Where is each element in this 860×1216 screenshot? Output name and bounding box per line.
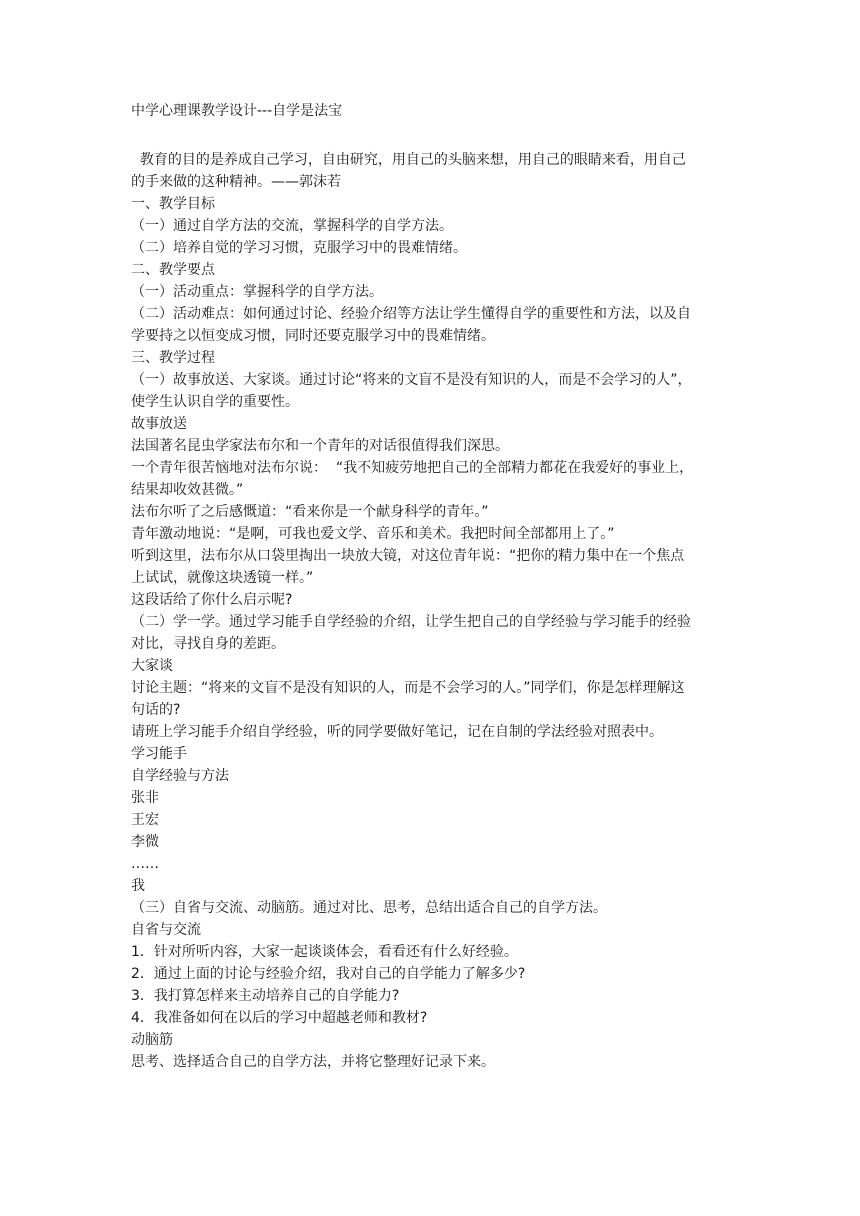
list-item: （二）培养自觉的学习习惯，克服学习中的畏难情绪。 xyxy=(131,240,467,256)
table-header-cell: 自学经验与方法 xyxy=(131,768,229,784)
paragraph-line: 法布尔听了之后感慨道：“看来你是一个献身科学的青年。” xyxy=(131,504,489,520)
list-item: 4．我准备如何在以后的学习中超越老师和教材? xyxy=(131,1010,428,1026)
section-heading: 二、教学要点 xyxy=(131,262,215,278)
paragraph-line: 这段话给了你什么启示呢? xyxy=(131,592,293,608)
list-item: 学要持之以恒变成习惯，同时还要克服学习中的畏难情绪。 xyxy=(131,328,495,344)
sub-heading: 自省与交流 xyxy=(131,922,201,938)
paragraph-line: 法国著名昆虫学家法布尔和一个青年的对话很值得我们深思。 xyxy=(131,438,509,454)
paragraph-line: 听到这里，法布尔从口袋里掏出一块放大镜，对这位青年说：“把你的精力集中在一个焦点 xyxy=(131,548,685,564)
paragraph-line: 思考、选择适合自己的自学方法，并将它整理好记录下来。 xyxy=(131,1054,495,1070)
list-item: 2．通过上面的讨论与经验介绍，我对自己的自学能力了解多少? xyxy=(131,966,526,982)
paragraph-line: 一个青年很苦恼地对法布尔说： “我不知疲劳地把自己的全部精力都花在我爱好的事业上， xyxy=(131,460,694,476)
spacer xyxy=(131,122,741,149)
paragraph-line: 请班上学习能手介绍自学经验，听的同学要做好笔记，记在自制的学法经验对照表中。 xyxy=(131,724,663,740)
table-cell: …… xyxy=(131,856,159,872)
paragraph-line: （二）学一学。通过学习能手自学经验的介绍，让学生把自己的自学经验与学习能手的经验 xyxy=(131,614,691,630)
paragraph-line: （三）自省与交流、动脑筋。通过对比、思考，总结出适合自己的自学方法。 xyxy=(131,900,607,916)
paragraph-line: （一）故事放送、大家谈。通过讨论“将来的文盲不是没有知识的人，而是不会学习的人”， xyxy=(131,372,692,388)
sub-heading: 故事放送 xyxy=(131,416,187,432)
paragraph-line: 上试试，就像这块透镜一样。” xyxy=(131,570,314,586)
document-title: 中学心理课教学设计---自学是法宝 xyxy=(131,103,343,119)
sub-heading: 大家谈 xyxy=(131,658,173,674)
paragraph-line: 对比，寻找自身的差距。 xyxy=(131,636,285,652)
quote-line: 的手来做的这种精神。——郭沫若 xyxy=(131,174,341,190)
section-heading: 一、教学目标 xyxy=(131,196,215,212)
paragraph-line: 句话的? xyxy=(131,702,181,718)
table-cell: 王宏 xyxy=(131,812,159,828)
table-cell: 我 xyxy=(131,878,145,894)
document-page xyxy=(131,100,741,1073)
paragraph-line: 青年激动地说：“是啊，可我也爱文学、音乐和美术。我把时间全部都用上了。” xyxy=(131,526,615,542)
paragraph-line: 使学生认识自学的重要性。 xyxy=(131,394,299,410)
list-item: （二）活动难点：如何通过讨论、经验介绍等方法让学生懂得自学的重要性和方法，以及自 xyxy=(131,306,691,322)
table-header-cell: 学习能手 xyxy=(131,746,187,762)
paragraph-line: 结果却收效甚微。” xyxy=(131,482,244,498)
table-cell: 李微 xyxy=(131,834,159,850)
quote-line: 教育的目的是养成自己学习，自由研究，用自己的头脑来想，用自己的眼睛来看，用自己 xyxy=(131,152,686,168)
list-item: （一）通过自学方法的交流，掌握科学的自学方法。 xyxy=(131,218,453,234)
table-cell: 张非 xyxy=(131,790,159,806)
paragraph-line: 讨论主题：“将来的文盲不是没有知识的人，而是不会学习的人。”同学们，你是怎样理解这 xyxy=(131,680,685,696)
list-item: （一）活动重点：掌握科学的自学方法。 xyxy=(131,284,383,300)
section-heading: 三、教学过程 xyxy=(131,350,215,366)
sub-heading: 动脑筋 xyxy=(131,1032,173,1048)
list-item: 1．针对所听内容，大家一起谈谈体会，看看还有什么好经验。 xyxy=(131,944,518,960)
list-item: 3．我打算怎样来主动培养自己的自学能力? xyxy=(131,988,400,1004)
